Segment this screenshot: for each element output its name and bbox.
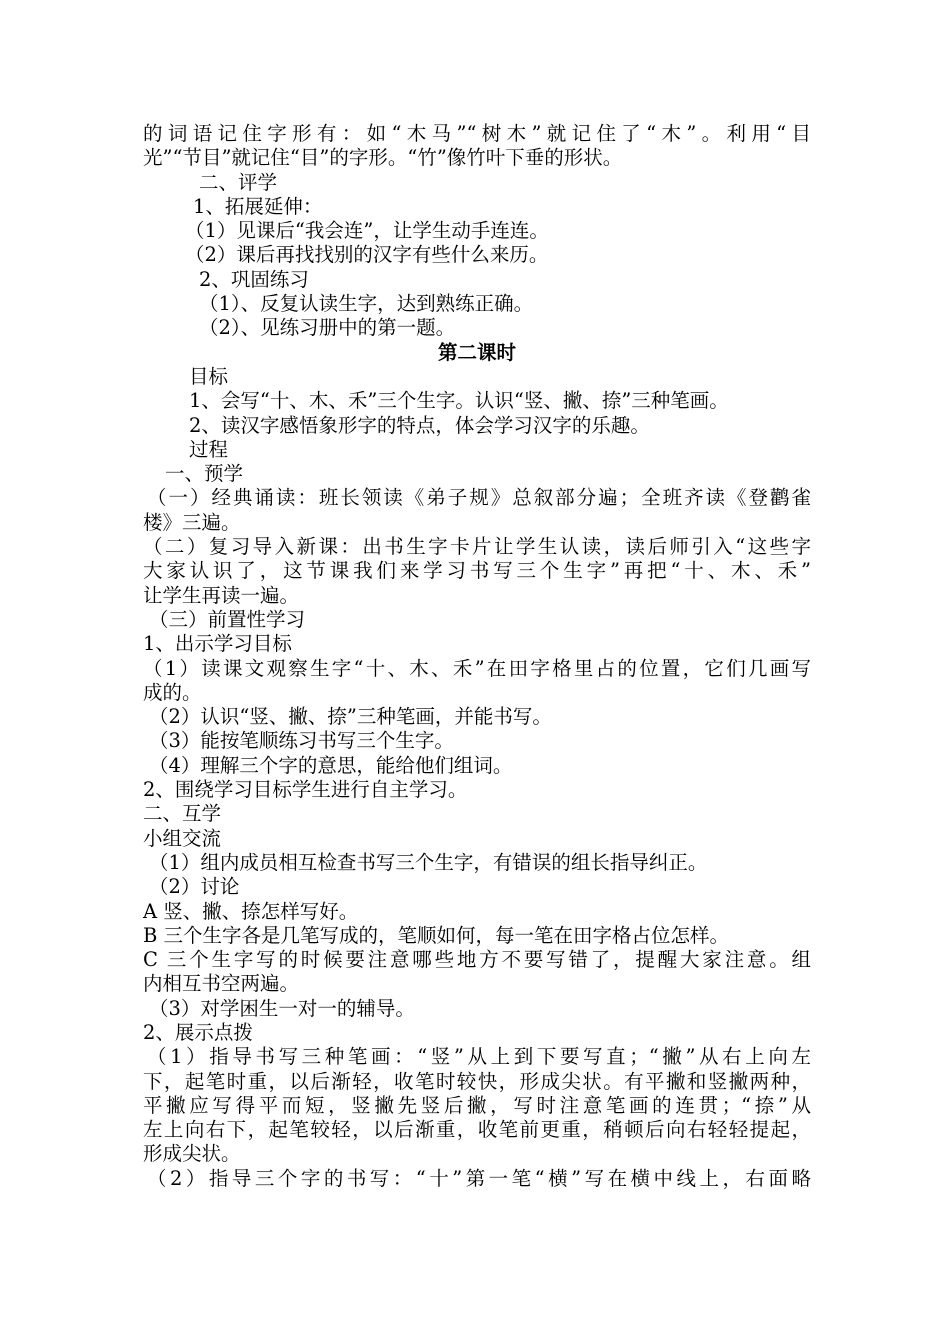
list-item: （2）讨论 <box>149 875 240 899</box>
paragraph-line: 2、读汉字感悟象形字的特点，体会学习汉字的乐趣。 <box>189 413 650 437</box>
section-heading: 一、预学 <box>165 462 244 486</box>
paragraph-line: 下，起笔时重，以后渐轻，收笔时较快，形成尖状。有平撇和竖撇两种， <box>143 1069 811 1093</box>
lesson-title: 第二课时 <box>437 340 516 364</box>
paragraph-line: 平撇应写得平而短，竖撇先竖后撇，写时注意笔画的连贯；“捺”从 <box>143 1093 811 1117</box>
list-item: C 三个生字写的时候要注意哪些地方不要写错了，提醒大家注意。组 <box>143 948 811 972</box>
paragraph-line: 光”“节目”就记住“目”的字形。“竹”像竹叶下垂的形状。 <box>143 146 623 170</box>
paragraph-line: 左上向右下，起笔较轻，以后渐重，收笔前更重，稍顿后向右轻轻提起， <box>143 1118 811 1142</box>
list-item: （1）读课文观察生字“十、木、禾”在田字格里占的位置，它们几画写 <box>143 656 811 680</box>
subsection-heading: 2、展示点拨 <box>143 1020 253 1044</box>
list-item: （3）对学困生一对一的辅导。 <box>149 996 415 1020</box>
list-item: （1）组内成员相互检查书写三个生字，有错误的组长指导纠正。 <box>149 850 708 874</box>
list-item: （2）、见练习册中的第一题。 <box>199 316 456 340</box>
section-heading: 二、互学 <box>143 802 222 826</box>
list-item: （3）能按笔顺练习书写三个生字。 <box>149 729 454 753</box>
subsection-heading: （三）前置性学习 <box>149 607 306 631</box>
paragraph-line: 形成尖状。 <box>143 1142 241 1166</box>
section-heading: 目标 <box>189 364 229 388</box>
list-item: B 三个生字各是几笔写成的，笔顺如何，每一笔在田字格占位怎样。 <box>143 923 730 947</box>
paragraph-line: （1）指导书写三种笔画：“竖”从上到下要写直；“撇”从右上向左 <box>147 1045 811 1069</box>
paragraph-line: 的词语记住字形有：如“木马”“树木”就记住了“木”。利用“目 <box>143 122 811 145</box>
list-item: （2）认识“竖、撇、捺”三种笔画，并能书写。 <box>149 705 552 729</box>
list-item: （1）见课后“我会连”，让学生动手连连。 <box>185 219 549 243</box>
subsection-heading: 1、出示学习目标 <box>143 632 292 656</box>
paragraph-line: 2、围绕学习目标学生进行自主学习。 <box>143 778 468 802</box>
paragraph-line: （二）复习导入新课：出书生字卡片让学生认读，读后师引入“这些字 <box>143 535 811 559</box>
subsection-heading: 1、拓展延伸： <box>193 194 323 218</box>
list-item: A 竖、撇、捺怎样写好。 <box>143 899 359 923</box>
paragraph-line: （2）指导三个字的书写：“十”第一笔“横”写在横中线上，右面略 <box>147 1166 811 1190</box>
section-heading: 过程 <box>189 437 229 461</box>
list-item: （4）理解三个字的意思，能给他们组词。 <box>149 753 513 777</box>
paragraph-line: （一）经典诵读：班长领读《弟子规》总叙部分遍；全班齐读《登鹳雀 <box>147 486 811 510</box>
paragraph-line: 1、会写“十、木、禾”三个生字。认识“竖、撇、捺”三种笔画。 <box>189 389 729 413</box>
paragraph-line: 大家认识了，这节课我们来学习书写三个生字”再把“十、木、禾” <box>143 559 811 583</box>
document-body <box>143 122 811 1191</box>
subsection-heading: 小组交流 <box>143 826 222 850</box>
list-item: （1）、反复认读生字，达到熟练正确。 <box>199 292 534 316</box>
paragraph-line: 让学生再读一遍。 <box>143 583 300 607</box>
section-heading: 二、评学 <box>199 170 278 194</box>
paragraph-line: 楼》三遍。 <box>143 510 241 534</box>
subsection-heading: 2、巩固练习 <box>199 267 309 291</box>
list-item: 成的。 <box>143 680 202 704</box>
list-item: （2）课后再找找别的汉字有些什么来历。 <box>185 243 549 267</box>
list-item: 内相互书空两遍。 <box>143 972 300 996</box>
